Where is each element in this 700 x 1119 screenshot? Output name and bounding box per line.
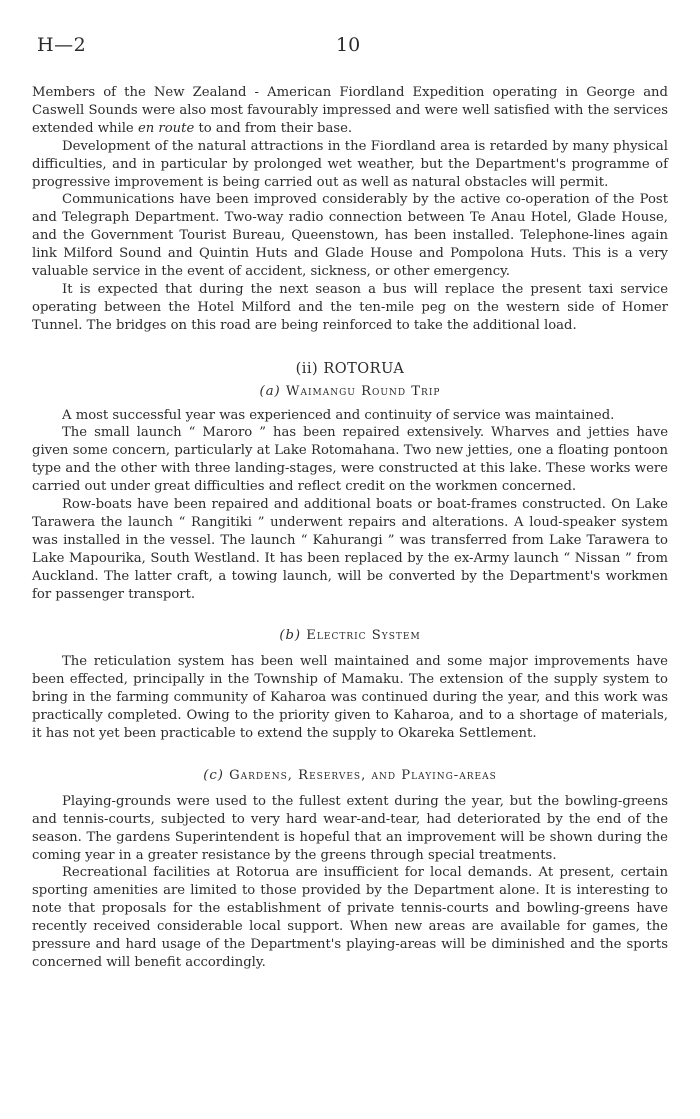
subsection-title-waimangu: (a) Waimangu Round Trip (259, 383, 441, 399)
fiordland-paragraph-1: Members of the New Zealand - American Fiordland Expedition operating in George and Caswell Sounds were also most favourably impressed and were well satisfied with the services extended while en route to and from their base. (32, 85, 668, 136)
electric-paragraph-1: The reticulation system has been well maintained and some major improvements have been effected, principally in the Township of Mamaku. The extension of the supply system to bring in the farming community of Kaharoa was continued during the year, and this work was practically completed. Owing to the priority given to Kaharoa, and to a shortage of materials, it has not yet been practicable to extend the supply to Okareka Settlement. (32, 654, 668, 741)
body-text (32, 84, 668, 972)
page-number: 10 (336, 34, 361, 56)
subsection-title-gardens: (c) Gardens, Reserves, and Playing-areas (203, 767, 497, 783)
fiordland-paragraph-2: Development of the natural attractions in the Fiordland area is retarded by many physical difficulties, and in particular by prolonged wet weather, but the Department's programme of progressive improvement is being carried out as well as natural obstacles will permit. (32, 138, 668, 190)
report-reference: H—2 (37, 34, 87, 56)
subsection-title-electric: (b) Electric System (279, 628, 421, 644)
fiordland-paragraph-4: It is expected that during the next season a bus will replace the present taxi service operating between the Hotel Milford and the ten-mile peg on the western side of Homer Tunnel. The bridges on this road are being reinforced to take the additional load. (32, 281, 668, 333)
fiordland-paragraph-3: Communications have been improved considerably by the active co-operation of the Post and Telegraph Department. Two-way radio connection between Te Anau Hotel, Glade House, and the Government Tourist Bureau, Queenstown, has been installed. Telephone-lines again link Milford Sound and Quintin Huts and Glade House and Pompolona Huts. This is a very valuable service in the event of accident, sickness, or other emergency. (32, 192, 668, 280)
waimangu-paragraph-1: A most successful year was experienced and continuity of service was maintained. (62, 407, 615, 423)
waimangu-paragraph-3: Row-boats have been repaired and additional boats or boat-frames constructed. On Lake Tarawera the launch “ Rangitiki ” underwent repairs and alterations. A loud-speaker system was installed in the vessel. The launch “ Kahurangi ” was transferred from Lake Tarawera to Lake Mapourika, South Westland. It has been replaced by the ex-Army launch “ Nissan ” from Auckland. The latter craft, a towing launch, will be converted by the Department's workmen for passenger transport. (32, 497, 668, 602)
gardens-paragraph-1: Playing-grounds were used to the fullest extent during the year, but the bowling-greens and tennis-courts, subjected to very hard wear-and-tear, had deteriorated by the end of the season. The gardens Superintendent is hopeful that an improvement will be shown during the coming year in a greater resistance by the greens through special treatments. (32, 793, 668, 863)
gardens-paragraph-2: Recreational facilities at Rotorua are insufficient for local demands. At present, certain sporting amenities are limited to those provided by the Department alone. It is interesting to note that proposals for the establishment of private tennis-courts and bowling-greens have recently received considerable local support. When new areas are available for games, the pressure and hard usage of the Department's playing-areas will be diminished and the sports concerned will benefit accordingly. (32, 865, 668, 970)
waimangu-paragraph-2: The small launch “ Maroro ” has been repaired extensively. Wharves and jetties have given some concern, particularly at Lake Rotomahana. Two new jetties, one a floating pontoon type and the other with three landing-stages, were constructed at this lake. These works were carried out under great difficulties and reflect credit on the workmen concerned. (32, 425, 668, 495)
section-title-rotorua: (ii) ROTORUA (295, 360, 405, 377)
